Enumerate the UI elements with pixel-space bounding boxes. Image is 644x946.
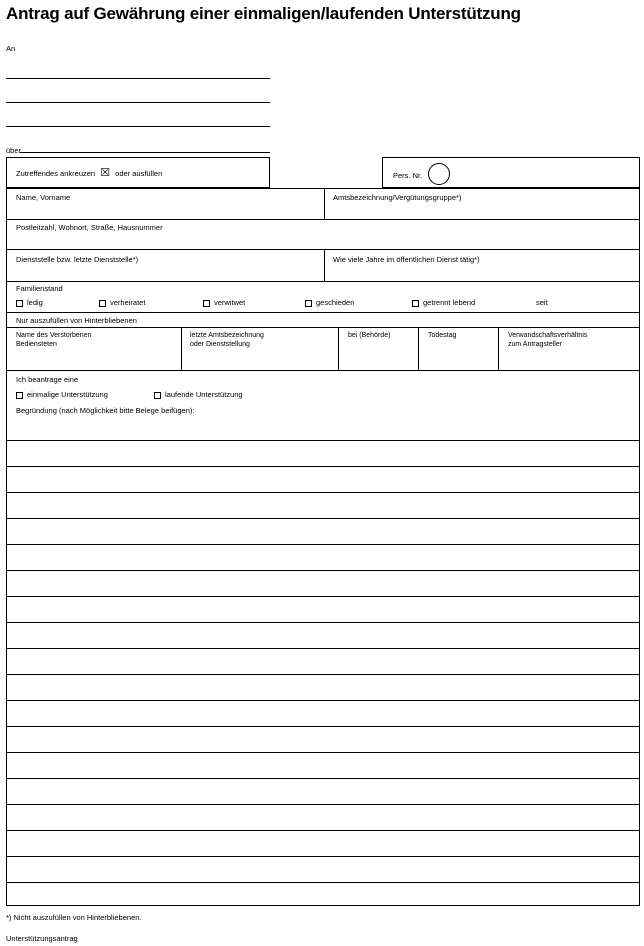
familienstand-option-verwitwet[interactable]: verwitwet: [203, 298, 245, 307]
row1-divider: [324, 188, 325, 219]
row1-bottom: [6, 219, 640, 220]
ueber-line[interactable]: [20, 152, 270, 153]
row3-bottom: [6, 281, 640, 282]
pers-nr-circle-field[interactable]: [428, 163, 450, 185]
checkbox-icon[interactable]: [16, 392, 23, 399]
amtsbezeichnung-field-label: Amtsbezeichnung/Vergütungsgruppe*): [333, 193, 462, 202]
address-line-2[interactable]: [6, 102, 270, 103]
antrag-label: Ich beantrage eine: [16, 375, 79, 384]
address-field-label: Postleitzahl, Wohnort, Straße, Hausnummer: [16, 223, 163, 232]
begruendung-label: Begründung (nach Möglichkeit bitte Belege beifügen):: [16, 406, 195, 415]
writing-line[interactable]: [6, 544, 640, 545]
familienstand-option-ledig[interactable]: ledig: [16, 298, 43, 307]
writing-line[interactable]: [6, 648, 640, 649]
writing-line[interactable]: [6, 570, 640, 571]
writing-line[interactable]: [6, 492, 640, 493]
writing-line[interactable]: [6, 440, 640, 441]
checkbox-icon[interactable]: [154, 392, 161, 399]
dienstjahre-field-label: Wie viele Jahre im öffentlichen Dienst tätig*): [333, 255, 480, 264]
hinterbliebene-col-behoerde: bei (Behörde): [348, 332, 391, 339]
familienstand-option-geschieden[interactable]: geschieden: [305, 298, 354, 307]
checkbox-icon[interactable]: [16, 300, 23, 307]
familienstand-option-verheiratet[interactable]: verheiratet: [99, 298, 145, 307]
hinterbliebene-col-todestag: Todestag: [428, 332, 457, 339]
familienstand-option-getrennt[interactable]: getrennt lebend: [412, 298, 475, 307]
hinterbliebene-col-amt: letzte Amtsbezeichnung oder Dienststellung: [190, 332, 264, 348]
writing-line[interactable]: [6, 466, 640, 467]
checkmark-icon: ☒: [100, 167, 111, 179]
writing-line[interactable]: [6, 518, 640, 519]
writing-line[interactable]: [6, 622, 640, 623]
writing-line[interactable]: [6, 700, 640, 701]
form-main-frame: [6, 188, 640, 906]
hinterbliebene-divider-4: [498, 327, 499, 370]
writing-line[interactable]: [6, 882, 640, 883]
row4-bottom: [6, 312, 640, 313]
an-label: An: [6, 44, 16, 53]
writing-line[interactable]: [6, 778, 640, 779]
row2-bottom: [6, 249, 640, 250]
writing-line[interactable]: [6, 596, 640, 597]
dienststelle-field-label: Dienststelle bzw. letzte Dienststelle*): [16, 255, 139, 264]
form-top-border: [6, 188, 640, 189]
footnote: *) Nicht auszufüllen von Hinterbliebenen.: [6, 913, 142, 922]
checkbox-icon[interactable]: [99, 300, 106, 307]
writing-line[interactable]: [6, 856, 640, 857]
row3-divider: [324, 249, 325, 281]
checkbox-icon[interactable]: [203, 300, 210, 307]
instruction-text: Zutreffendes ankreuzen ☒ oder ausfüllen: [16, 167, 163, 179]
hinterbliebene-divider-3: [418, 327, 419, 370]
antrag-option-laufend[interactable]: laufende Unterstützung: [154, 390, 243, 399]
hinterbliebene-col-verwandschaft: Verwandschaftsverhältnis zum Antragsteller: [508, 332, 588, 348]
writing-line[interactable]: [6, 752, 640, 753]
checkbox-icon[interactable]: [305, 300, 312, 307]
antrag-option-einmalig[interactable]: einmalige Unterstützung: [16, 390, 108, 399]
name-field-label: Name, Vorname: [16, 193, 71, 202]
address-line-3[interactable]: [6, 126, 270, 127]
hinterbliebene-header-line: [6, 327, 640, 328]
writing-line[interactable]: [6, 830, 640, 831]
hinterbliebene-divider-2: [338, 327, 339, 370]
row5-bottom: [6, 370, 640, 371]
writing-line[interactable]: [6, 804, 640, 805]
hinterbliebene-label: Nur auszufüllen von Hinterbliebenen: [16, 316, 137, 325]
familienstand-label: Familienstand: [16, 284, 63, 293]
writing-line[interactable]: [6, 726, 640, 727]
page-title: Antrag auf Gewährung einer einmaligen/laufenden Unterstützung: [6, 4, 521, 23]
address-line-1[interactable]: [6, 78, 270, 79]
familienstand-seit-label: seit: [536, 298, 548, 307]
form-name: Unterstützungsantrag: [6, 934, 78, 943]
checkbox-icon[interactable]: [412, 300, 419, 307]
ueber-label: über: [6, 146, 22, 155]
writing-line[interactable]: [6, 674, 640, 675]
hinterbliebene-divider-1: [181, 327, 182, 370]
pers-nr-label: Pers. Nr.: [393, 171, 423, 180]
hinterbliebene-col-name: Name des Verstorbenen Bediensteten: [16, 332, 92, 348]
